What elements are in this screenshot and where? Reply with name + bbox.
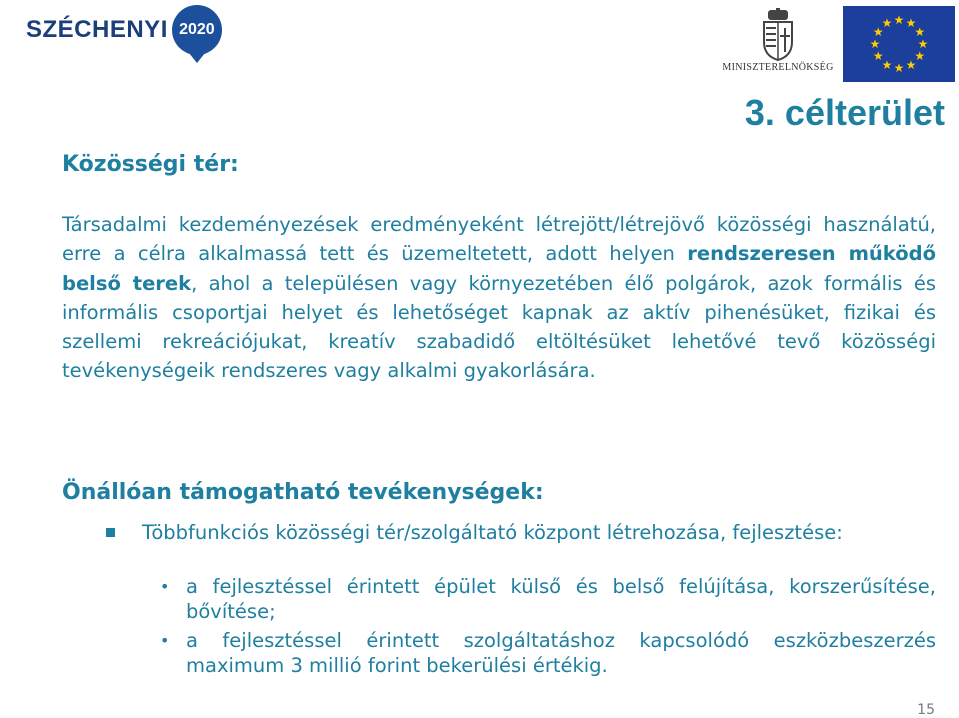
ministry-logo (722, 8, 834, 86)
eu-star-icon: ★ (914, 25, 926, 39)
ministry-label: MINISZTERELNÖKSÉG (722, 62, 834, 73)
eu-star-icon: ★ (881, 16, 893, 31)
eu-star-icon: ★ (917, 37, 929, 51)
hungarian-crest-icon (758, 8, 798, 62)
eu-star-icon: ★ (872, 49, 884, 63)
sub-activity-list (160, 574, 936, 682)
eu-star-icon: ★ (872, 25, 884, 39)
szechenyi-logo-word: SZÉCHENYI (26, 16, 168, 43)
section-heading: Közösségi tér: (62, 152, 239, 177)
activities-heading: Önállóan támogatható tevékenységek: (62, 480, 544, 505)
eu-flag-icon (843, 6, 955, 82)
page-number: 15 (917, 702, 935, 718)
activity-list (98, 520, 936, 545)
sub-list-item: • a fejlesztéssel érintett épület külső és belső felújítása, korszerűsítése, bővítése; (160, 574, 936, 624)
eu-star-icon: ★ (881, 57, 893, 72)
szechenyi-2020-logo (26, 4, 222, 56)
eu-star-icon: ★ (893, 61, 905, 75)
eu-star-icon: ★ (905, 16, 917, 31)
eu-star-icon: ★ (893, 13, 905, 27)
page-title: 3. célterület (744, 92, 945, 133)
sub-list-item: • a fejlesztéssel érintett szolgáltatáshoz kapcsolódó eszközbeszerzés maximum 3 millió forint bekerülési értékig. (160, 628, 936, 678)
eu-star-icon: ★ (905, 57, 917, 72)
eu-star-icon: ★ (869, 37, 881, 51)
paragraph-part2: , ahol a településen vagy környezetében élő polgárok, azok formális és informális csoportjai helyet és lehetőséget kapnak az aktív pihenésüket, fizikai és szellemi rekreációjukat, kreatív szabadidő eltöltésüket lehetővé tevő közösségi tevékenységeik rendszeres vagy alkalmi gyakorlására. (62, 271, 936, 383)
paragraph-part1: Társadalmi kezdeményezések eredményeként létrejött/létrejövő közösségi használatú, erre a célra alkalmassá tett és üzemeltetett, adott helyen (62, 213, 936, 266)
szechenyi-logo-badge: 2020 (172, 5, 222, 55)
paragraph-bold: rendszeresen működő belső terek (62, 242, 936, 295)
list-item: Többfunkciós közösségi tér/szolgáltató központ létrehozása, fejlesztése: (98, 520, 936, 545)
eu-star-icon: ★ (914, 49, 926, 63)
description-paragraph (62, 210, 936, 386)
